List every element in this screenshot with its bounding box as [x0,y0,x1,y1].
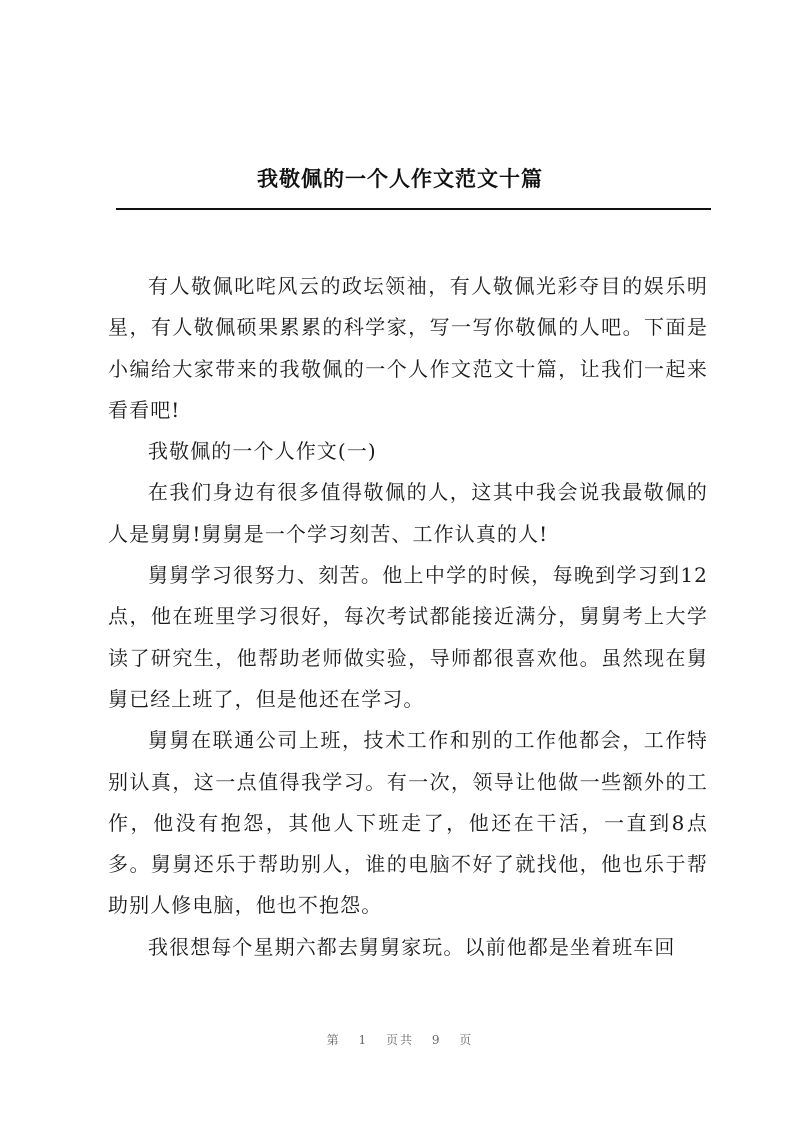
footer-suffix: 页 [459,1033,474,1047]
body-paragraph: 我很想每个星期六都去舅舅家玩。以前他都是坐着班车回 [148,934,676,959]
section-heading: 我敬佩的一个人作文(一) [148,439,377,464]
intro-paragraph: 有人敬佩叱咤风云的政坛领袖，有人敬佩光彩夺目的娱乐明星，有人敬佩硕果累累的科学家，写一写你敬佩的人吧。下面是小编给大家带来的我敬佩的一个人作文范文十篇，让我们一起来看看吧! [108,274,708,422]
body-paragraph: 在我们身边有很多值得敬佩的人，这其中我会说我最敬佩的人是舅舅!舅舅是一个学习刻苦、工作认真的人! [108,480,708,546]
footer-prefix: 第 [326,1033,341,1047]
document-body [108,266,708,968]
body-paragraph: 舅舅在联通公司上班，技术工作和别的工作他都会，工作特别认真，这一点值得我学习。有一次，领导让他做一些额外的工作，他没有抱怨，其他人下班走了，他还在干活，一直到8点多。舅舅还乐于帮助别人，谁的电脑不好了就找他，他也乐于帮助别人修电脑，他也不抱怨。 [108,728,708,918]
title-divider [116,208,711,210]
footer-middle: 页共 [385,1033,414,1047]
document-title: 我敬佩的一个人作文范文十篇 [257,167,543,191]
footer-total-pages: 9 [431,1033,442,1047]
footer-page-number: 1 [358,1033,369,1047]
body-paragraph: 舅舅学习很努力、刻苦。他上中学的时候，每晚到学习到12点，他在班里学习很好，每次考试都能接近满分，舅舅考上大学读了研究生，他帮助老师做实验，导师都很喜欢他。虽然现在舅舅已经上班了，但是他还在学习。 [108,563,708,711]
page-footer [0,1031,800,1048]
